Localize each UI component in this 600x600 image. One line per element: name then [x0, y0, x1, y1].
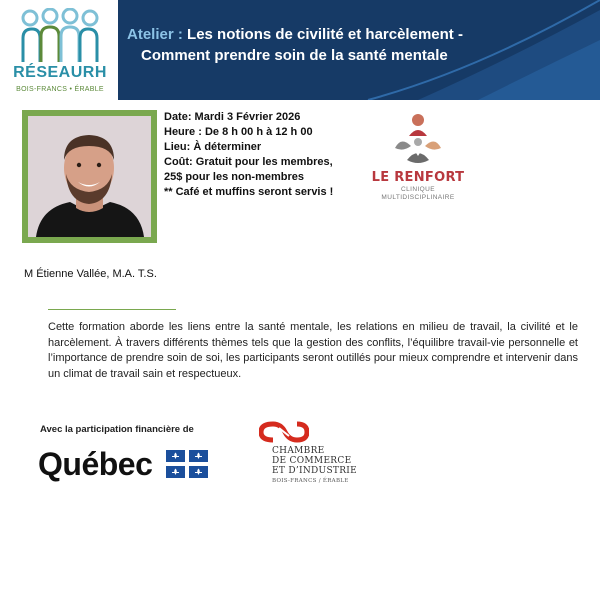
quebec-wordmark: Québec — [38, 446, 153, 482]
banner-title-line1 — [127, 26, 463, 43]
renfort-logo-icon — [389, 112, 447, 168]
chambre-commerce-logo-icon — [259, 420, 309, 444]
banner-title-text1: Les notions de civilité et harcèlement - — [187, 26, 463, 43]
reseaurh-logo-name: RÉSEAURH — [13, 64, 107, 81]
event-cost-line1: Coût: Gratuit pour les membres, — [164, 156, 333, 168]
chambre-line4: BOIS-FRANCS / ÉRABLE — [272, 478, 349, 484]
event-cost-line2: 25$ pour les non-membres — [164, 171, 304, 183]
quebec-caption: Avec la participation financière de — [40, 424, 194, 435]
chambre-line1: CHAMBRE — [272, 446, 325, 456]
event-place: Lieu: À déterminer — [164, 141, 262, 153]
presenter-photo — [28, 116, 151, 237]
presenter-name: M Étienne Vallée, M.A. T.S. — [24, 268, 157, 280]
banner-title-line2: Comment prendre soin de la santé mentale — [141, 47, 448, 64]
chambre-line2: DE COMMERCE — [272, 456, 352, 466]
chambre-line3: ET D’INDUSTRIE — [272, 466, 358, 476]
renfort-name: LE RENFORT — [371, 170, 465, 185]
quebec-flag-icon — [166, 450, 208, 478]
event-note: ** Café et muffins seront servis ! — [164, 186, 334, 198]
event-info-block — [164, 110, 333, 200]
banner-prefix: Atelier : — [127, 26, 183, 43]
renfort-subtitle1: CLINIQUE — [401, 186, 435, 193]
reseaurh-people-logo-icon — [20, 8, 100, 64]
event-time: Heure : De 8 h 00 h à 12 h 00 — [164, 126, 313, 138]
reseaurh-logo-subtitle: BOIS-FRANCS • ÉRABLE — [16, 86, 104, 93]
workshop-description: Cette formation aborde les liens entre la santé mentale, les relations en milieu de travail, la civilité et le harcèlement. À travers différents thèmes tels que la gestion des conflits, l’équilibre travail-vie personnelle et l’importance de prendre soin de soi, les participants seront outillés pour mieux comprendre et intervenir dans un climat de travail sain et respectueux. — [48, 321, 578, 380]
event-date: Date: Mardi 3 Février 2026 — [164, 111, 301, 123]
section-divider — [48, 309, 176, 310]
renfort-subtitle2: MULTIDISCIPLINAIRE — [381, 194, 455, 201]
presenter-portrait-icon — [28, 116, 151, 237]
